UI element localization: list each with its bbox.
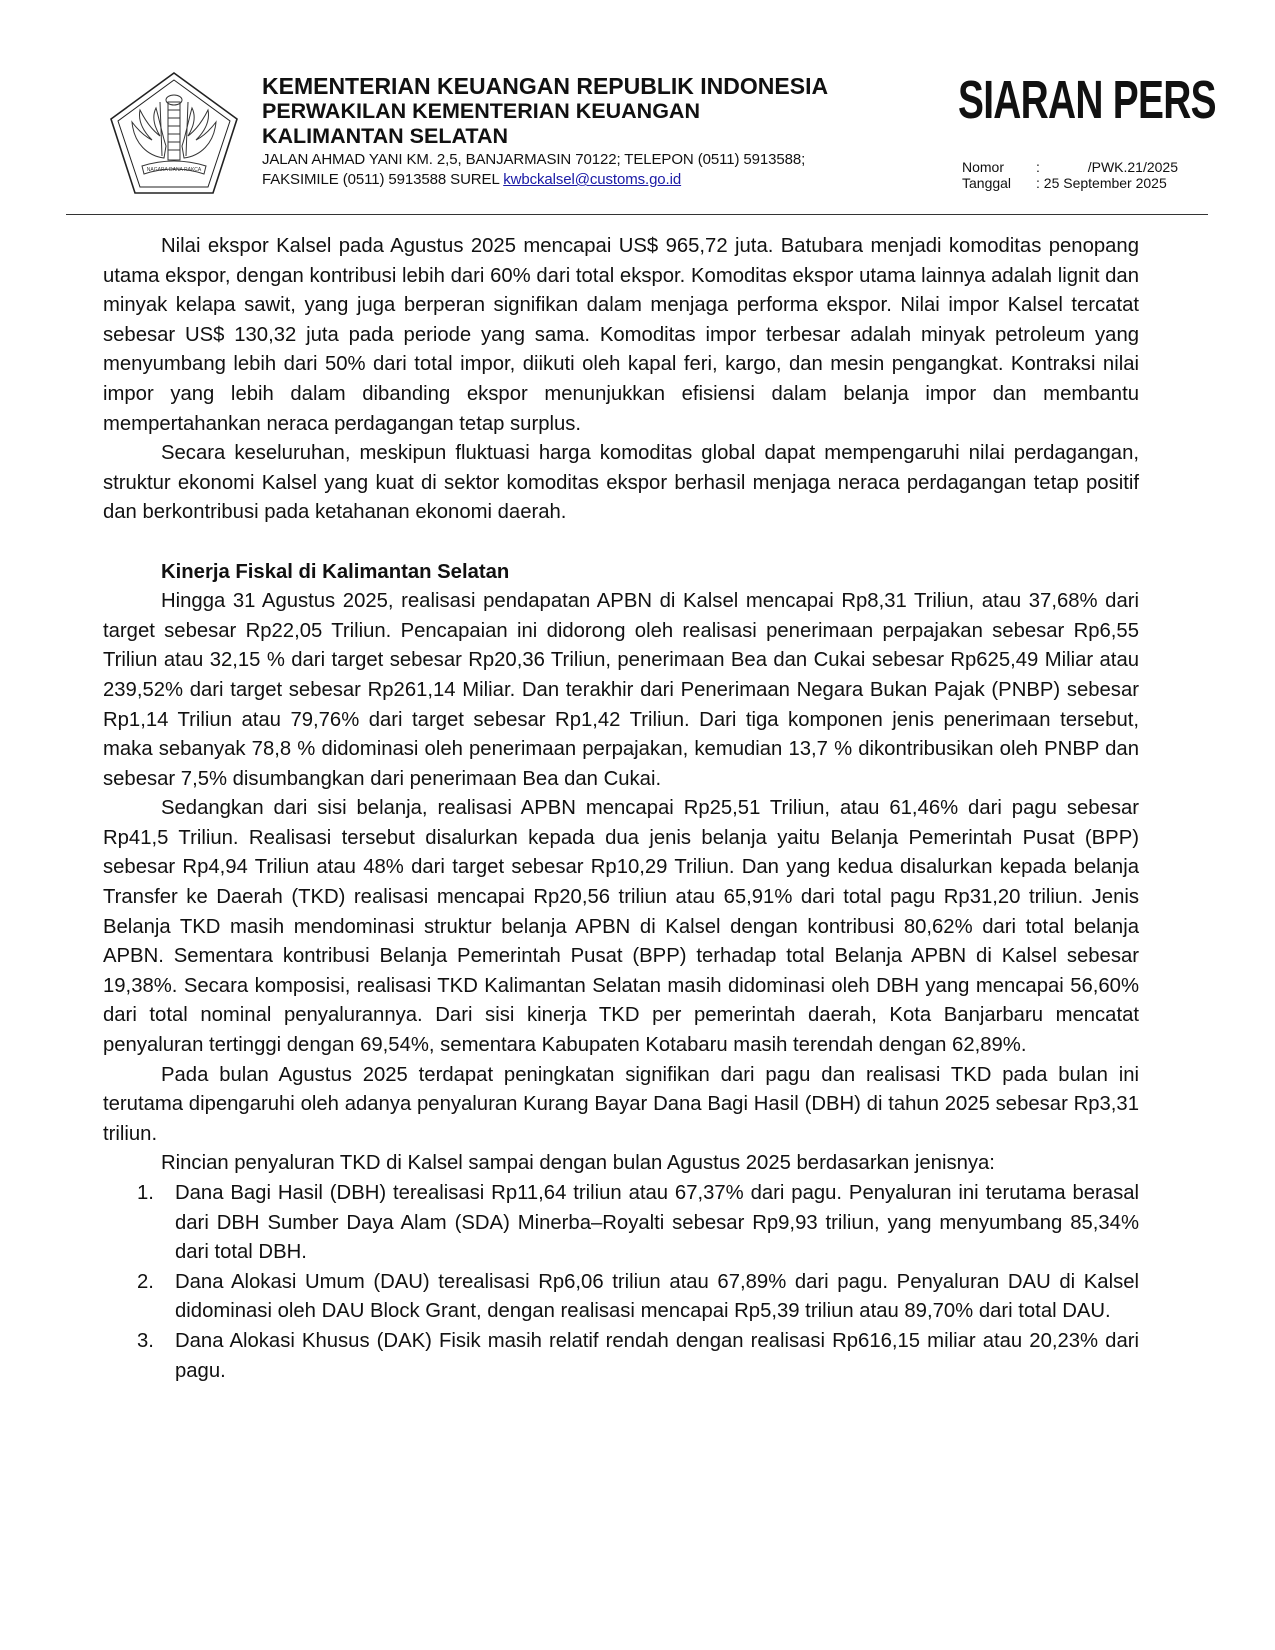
tkd-breakdown-list	[103, 1179, 1139, 1386]
list-number: 2.	[137, 1270, 154, 1293]
list-text: Dana Bagi Hasil (DBH) terealisasi Rp11,64 triliun atau 67,37% dari pagu. Penyaluran ini terutama berasal dari DBH Sumber Daya Alam (SDA) Minerba–Royalti sebesar Rp9,93 triliun, yang menyumbang 85,34% dari total DBH.	[175, 1182, 1139, 1264]
svg-text:NAGARA DANA RAKCA: NAGARA DANA RAKCA	[146, 167, 202, 173]
paragraph-trade: Nilai ekspor Kalsel pada Agustus 2025 mencapai US$ 965,72 juta. Batubara menjadi komoditas penopang utama ekspor, dengan kontribusi lebih dari 60% dari total ekspor. Komoditas ekspor utama lainnya adalah lignit dan minyak kelapa sawit, yang juga berperan signifikan dalam menjaga performa ekspor. Nilai impor Kalsel tercatat sebesar US$ 130,32 juta pada periode yang sama. Komoditas impor terbesar adalah minyak petroleum yang menyumbang lebih dari 50% dari total impor, diikuti oleh kapal feri, kargo, dan mesin pengangkat. Kontraksi nilai impor yang lebih dalam dibanding ekspor menunjukkan efisiensi dalam belanja impor dan membantu mempertahankan neraca perdagangan tetap surplus.	[103, 235, 1139, 435]
organization-block	[262, 74, 902, 189]
nomor-colon: :	[1036, 159, 1040, 175]
letterhead	[0, 0, 1275, 220]
list-number: 3.	[137, 1329, 154, 1352]
address-line1: JALAN AHMAD YANI KM. 2,5, BANJARMASIN 70122; TELEPON (0511) 5913588;	[262, 151, 806, 168]
list-item	[103, 1179, 1139, 1268]
nomor-value: /PWK.21/2025	[1087, 159, 1178, 175]
paragraph-tkd-details-intro: Rincian penyaluran TKD di Kalsel sampai dengan bulan Agustus 2025 berdasarkan jenisnya:	[161, 1152, 995, 1175]
list-item	[103, 1327, 1139, 1386]
kemenkeu-emblem-icon	[108, 70, 240, 196]
org-name-line2: PERWAKILAN KEMENTERIAN KEUANGAN	[262, 99, 700, 123]
tanggal-row	[962, 175, 1178, 191]
press-release-title: SIARAN PERS	[958, 70, 1216, 130]
section-title-fiscal: Kinerja Fiskal di Kalimantan Selatan	[161, 560, 510, 583]
list-number: 1.	[137, 1182, 154, 1204]
header-divider	[66, 214, 1208, 215]
org-name-line1: KEMENTERIAN KEUANGAN REPUBLIK INDONESIA	[262, 73, 829, 99]
document-meta	[962, 159, 1178, 191]
nomor-label: Nomor	[962, 159, 1005, 175]
fax-text: FAKSIMILE (0511) 5913588 SUREL	[262, 171, 504, 188]
tanggal-value: : 25 September 2025	[1036, 175, 1167, 191]
tanggal-label: Tanggal	[962, 175, 1012, 191]
list-text: Dana Alokasi Umum (DAU) terealisasi Rp6,06 triliun atau 67,89% dari pagu. Penyaluran DAU di Kalsel didominasi oleh DAU Block Grant, dengan realisasi mencapai Rp5,39 triliun atau 89,70% dari total DAU.	[175, 1270, 1139, 1323]
paragraph-trade-summary: Secara keseluruhan, meskipun fluktuasi harga komoditas global dapat mempengaruhi nilai perdagangan, struktur ekonomi Kalsel yang kuat di sektor komoditas ekspor berhasil menjaga neraca perdagangan tetap positif dan berkontribusi pada ketahanan ekonomi daerah.	[103, 442, 1139, 524]
email-link[interactable]: kwbckalsel@customs.go.id	[503, 171, 682, 188]
nomor-row	[962, 159, 1178, 175]
paragraph-revenue: Hingga 31 Agustus 2025, realisasi pendapatan APBN di Kalsel mencapai Rp8,31 Triliun, atau 37,68% dari target sebesar Rp22,05 Triliun. Pencapaian ini didorong oleh realisasi penerimaan perpajakan sebesar Rp6,55 Triliun atau 32,15 % dari target sebesar Rp20,36 Triliun, penerimaan Bea dan Cukai sebesar Rp625,49 Miliar atau 239,52% dari target sebesar Rp261,14 Miliar. Dan terakhir dari Penerimaan Negara Bukan Pajak (PNBP) sebesar Rp1,14 Triliun atau 79,76% dari target sebesar Rp1,42 Triliun. Dari tiga komponen jenis penerimaan tersebut, maka sebanyak 78,8 % didominasi oleh penerimaan perpajakan, kemudian 13,7 % dikontribusikan oleh PNBP dan sebesar 7,5% disumbangkan dari penerimaan Bea dan Cukai.	[103, 590, 1139, 790]
address-line2	[262, 171, 902, 189]
list-text: Dana Alokasi Khusus (DAK) Fisik masih relatif rendah dengan realisasi Rp616,15 miliar atau 20,23% dari pagu.	[175, 1329, 1139, 1382]
document-body	[103, 232, 1139, 1386]
paragraph-spending: Sedangkan dari sisi belanja, realisasi APBN mencapai Rp25,51 Triliun, atau 61,46% dari pagu sebesar Rp41,5 Triliun. Realisasi tersebut disalurkan kepada dua jenis belanja yaitu Belanja Pemerintah Pusat (BPP) sebesar Rp4,94 Triliun atau 48% dari target sebesar Rp10,29 Triliun. Dan yang kedua disalurkan kepada belanja Transfer ke Daerah (TKD) realisasi mencapai Rp20,56 triliun atau 65,91% dari total pagu Rp31,20 triliun. Jenis Belanja TKD masih mendominasi struktur belanja APBN di Kalsel dengan kontribusi 80,62% dari total belanja APBN. Sementara kontribusi Belanja Pemerintah Pusat (BPP) terhadap total Belanja APBN di Kalsel sebesar 19,38%. Secara komposisi, realisasi TKD Kalimantan Selatan masih didominasi oleh DBH yang mencapai 56,60% dari total nominal penyalurannya. Dari sisi kinerja TKD per pemerintah daerah, Kota Banjarbaru mencatat penyaluran tertinggi dengan 69,54%, sementara Kabupaten Kotabaru masih terendah dengan 62,89%.	[103, 797, 1139, 1057]
paragraph-tkd-august: Pada bulan Agustus 2025 terdapat peningkatan signifikan dari pagu dan realisasi TKD pada bulan ini terutama dipengaruhi oleh adanya penyaluran Kurang Bayar Dana Bagi Hasil (DBH) di tahun 2025 sebesar Rp3,31 triliun.	[103, 1063, 1139, 1145]
org-name-line3: KALIMANTAN SELATAN	[262, 124, 509, 148]
list-item	[103, 1268, 1139, 1327]
